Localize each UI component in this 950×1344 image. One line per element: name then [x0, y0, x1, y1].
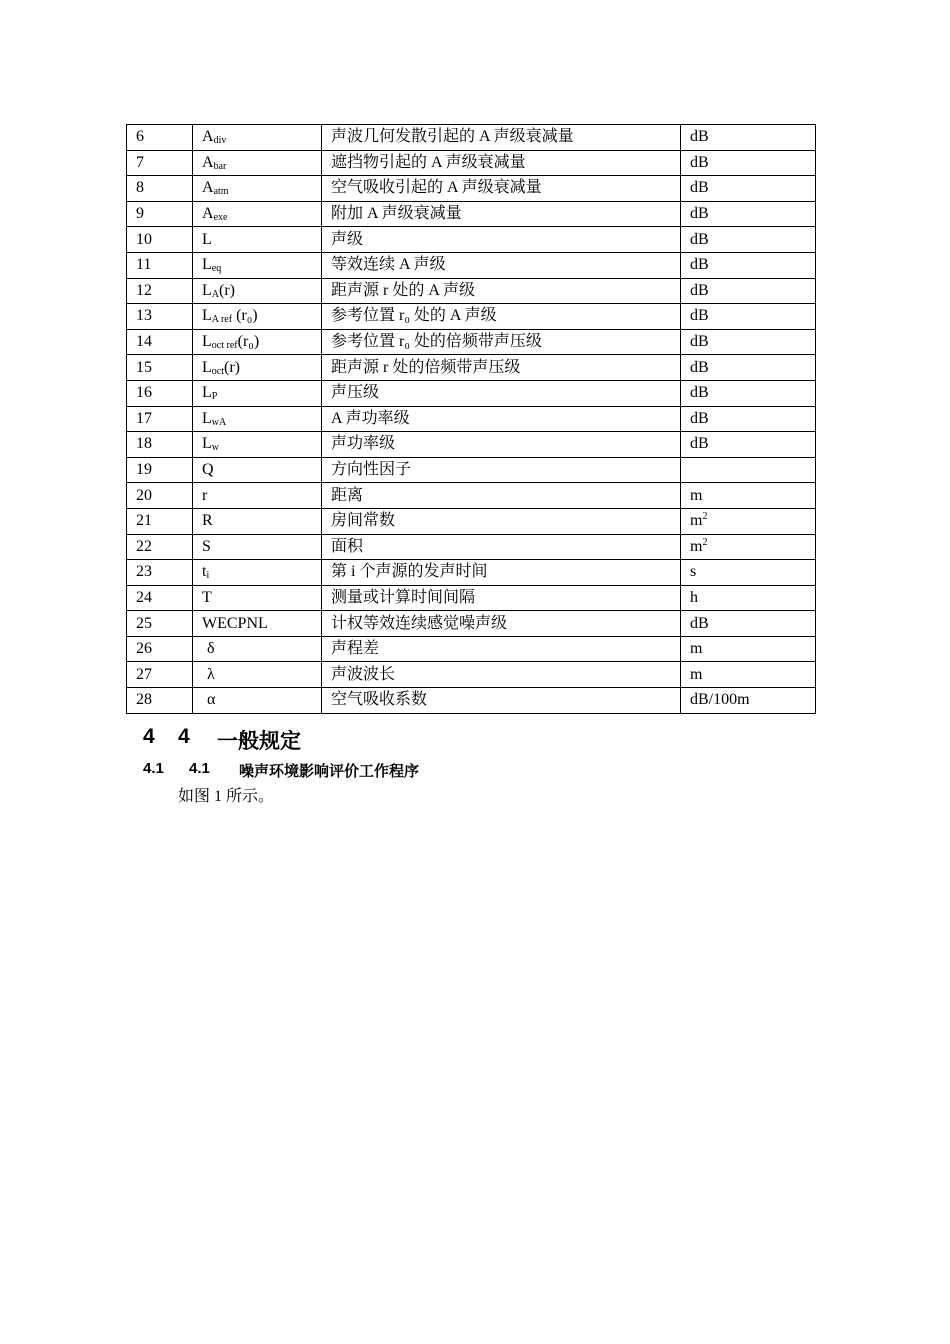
symbol	[202, 589, 212, 606]
symbol	[202, 333, 259, 350]
symbol	[202, 666, 215, 683]
symbol	[202, 538, 211, 555]
unit: s	[690, 563, 697, 581]
row-number-cell	[127, 125, 193, 151]
description-cell	[322, 227, 681, 253]
symbol-base: R	[202, 512, 213, 530]
unit: dB	[690, 307, 709, 325]
description-cell	[322, 636, 681, 662]
description-cell	[322, 688, 681, 714]
unit-cell	[681, 457, 816, 483]
symbol-base: L	[202, 384, 212, 402]
row-number: 28	[136, 691, 152, 709]
symbol-base: L	[202, 307, 212, 325]
description: 声功率级	[331, 435, 396, 453]
row-number-cell	[127, 560, 193, 586]
symbol	[202, 154, 226, 171]
row-number-cell	[127, 304, 193, 330]
symbol	[202, 410, 226, 427]
symbol-subscript: eq	[211, 263, 222, 275]
description: 声波波长	[331, 665, 396, 683]
unit: dB	[690, 614, 709, 632]
unit-cell	[681, 585, 816, 611]
unit: dB	[690, 153, 709, 171]
table-row	[127, 201, 816, 227]
description-cell	[322, 560, 681, 586]
symbol-cell	[193, 636, 322, 662]
symbol-cell	[193, 560, 322, 586]
description-cell	[322, 278, 681, 304]
row-number-cell	[127, 483, 193, 509]
unit-cell	[681, 560, 816, 586]
description: 等效连续 A 声级	[331, 256, 446, 274]
description: 遮挡物引起的 A 声级衰减量	[331, 153, 526, 171]
description: 计权等效连续感觉噪声级	[331, 614, 508, 632]
symbol	[202, 179, 229, 196]
symbol-cell	[193, 508, 322, 534]
symbol-base: L	[202, 409, 212, 427]
description: 房间常数	[331, 512, 396, 530]
unit: dB	[690, 384, 709, 402]
symbol-subscript: w	[211, 442, 220, 454]
section-4-heading	[143, 725, 301, 753]
unit-cell	[681, 483, 816, 509]
unit-cell	[681, 176, 816, 202]
symbol-cell	[193, 125, 322, 151]
section-4-title: 一般规定	[217, 730, 301, 753]
description-cell	[322, 508, 681, 534]
unit-cell	[681, 688, 816, 714]
description: 参考位置 r₀ 处的倍频带声压级	[331, 333, 542, 351]
body-paragraph: 如图 1 所示。	[178, 788, 275, 805]
symbol	[202, 435, 219, 452]
table-row	[127, 406, 816, 432]
row-number: 11	[136, 256, 152, 274]
symbol-cell	[193, 483, 322, 509]
table-row	[127, 150, 816, 176]
section-4-1-title: 噪声环境影响评价工作程序	[239, 763, 420, 780]
unit: dB	[690, 435, 709, 453]
row-number-cell	[127, 329, 193, 355]
table-row	[127, 304, 816, 330]
description-cell	[322, 585, 681, 611]
row-number: 20	[136, 486, 152, 504]
row-number: 8	[136, 179, 144, 197]
symbol-argument: (r₀)	[232, 307, 258, 325]
symbol-base: S	[202, 537, 211, 555]
symbol-base: A	[202, 179, 214, 197]
description-cell	[322, 329, 681, 355]
description-cell	[322, 380, 681, 406]
symbol-subscript: wA	[211, 416, 227, 428]
row-number-cell	[127, 636, 193, 662]
description: 声压级	[331, 384, 380, 402]
symbol	[202, 461, 214, 478]
symbol-base: λ	[207, 665, 215, 683]
row-number: 23	[136, 563, 152, 581]
table-row	[127, 278, 816, 304]
symbol-cell	[193, 201, 322, 227]
symbol	[202, 615, 268, 632]
symbol	[202, 640, 215, 657]
unit-superscript: 2	[702, 536, 708, 548]
symbol-base: t	[202, 563, 207, 581]
table-row	[127, 125, 816, 151]
row-number: 9	[136, 205, 144, 223]
unit: m	[690, 486, 703, 504]
row-number-cell	[127, 611, 193, 637]
symbol-base: L	[202, 256, 212, 274]
symbol-cell	[193, 432, 322, 458]
description-cell	[322, 457, 681, 483]
symbol-cell	[193, 252, 322, 278]
row-number: 6	[136, 128, 144, 146]
row-number-cell	[127, 176, 193, 202]
row-number-cell	[127, 355, 193, 381]
symbol	[202, 563, 209, 580]
symbol-base: Q	[202, 461, 214, 479]
symbol-argument: (r)	[219, 281, 235, 299]
unit: dB	[690, 128, 709, 146]
unit: dB	[690, 333, 709, 351]
symbol-base: WECPNL	[202, 614, 268, 632]
symbol	[202, 128, 226, 145]
table-row	[127, 176, 816, 202]
symbol-subscript: atm	[213, 186, 229, 198]
row-number-cell	[127, 252, 193, 278]
description-cell	[322, 176, 681, 202]
description: 附加 A 声级衰减量	[331, 205, 462, 223]
section-4-1-heading	[143, 760, 420, 780]
row-number: 26	[136, 640, 152, 658]
row-number: 16	[136, 384, 152, 402]
symbol-subscript: P	[211, 391, 218, 403]
row-number: 13	[136, 307, 152, 325]
symbol-base: A	[202, 205, 214, 223]
description: 参考位置 r₀ 处的 A 声级	[331, 307, 497, 325]
unit: dB	[690, 281, 709, 299]
description-cell	[322, 406, 681, 432]
symbol-cell	[193, 380, 322, 406]
unit-cell	[681, 611, 816, 637]
symbol-base: L	[202, 435, 212, 453]
row-number-cell	[127, 688, 193, 714]
symbol-cell	[193, 457, 322, 483]
row-number: 18	[136, 435, 152, 453]
unit-cell	[681, 355, 816, 381]
unit-cell	[681, 380, 816, 406]
symbol-cell	[193, 688, 322, 714]
symbol-cell	[193, 662, 322, 688]
symbol-base: L	[202, 230, 212, 248]
section-4-1-number: 4.1	[143, 760, 164, 777]
symbol-base: L	[202, 358, 212, 376]
row-number-cell	[127, 508, 193, 534]
symbol-base: A	[202, 153, 214, 171]
unit-cell	[681, 508, 816, 534]
unit: dB	[690, 358, 709, 376]
description: 面积	[331, 537, 364, 555]
description: 空气吸收引起的 A 声级衰减量	[331, 179, 542, 197]
symbol	[202, 359, 240, 376]
unit: m	[690, 665, 703, 683]
table-row	[127, 534, 816, 560]
description-cell	[322, 611, 681, 637]
symbol	[202, 231, 212, 248]
section-4-number-repeat: 4	[178, 725, 190, 748]
table-row	[127, 355, 816, 381]
description: 第 i 个声源的发声时间	[331, 563, 488, 581]
description-cell	[322, 483, 681, 509]
row-number: 27	[136, 665, 152, 683]
symbol-subscript: exe	[213, 212, 228, 224]
description-cell	[322, 534, 681, 560]
symbol-cell	[193, 176, 322, 202]
symbol-base: r	[202, 486, 208, 504]
symbol-table-body	[127, 125, 816, 714]
section-4-number: 4	[143, 725, 155, 748]
symbol-cell	[193, 355, 322, 381]
table-row	[127, 252, 816, 278]
symbol-cell	[193, 304, 322, 330]
symbol-subscript: A	[211, 288, 220, 300]
symbol-cell	[193, 611, 322, 637]
row-number-cell	[127, 457, 193, 483]
unit: h	[690, 588, 698, 606]
description: 距声源 r 处的 A 声级	[331, 281, 476, 299]
unit: dB	[690, 230, 709, 248]
symbol	[202, 384, 217, 401]
table-row	[127, 636, 816, 662]
table-row	[127, 585, 816, 611]
row-number-cell	[127, 150, 193, 176]
symbol-cell	[193, 227, 322, 253]
row-number-cell	[127, 585, 193, 611]
unit-cell	[681, 227, 816, 253]
row-number: 15	[136, 358, 152, 376]
symbol-subscript: A ref	[211, 314, 233, 326]
description-cell	[322, 304, 681, 330]
row-number: 19	[136, 461, 152, 479]
symbol-base: α	[207, 691, 216, 709]
unit: dB	[690, 179, 709, 197]
row-number-cell	[127, 278, 193, 304]
description: 空气吸收系数	[331, 691, 428, 709]
description-cell	[322, 355, 681, 381]
symbol-cell	[193, 406, 322, 432]
unit-cell	[681, 406, 816, 432]
symbol	[202, 512, 213, 529]
unit-cell	[681, 329, 816, 355]
row-number: 25	[136, 614, 152, 632]
row-number-cell	[127, 380, 193, 406]
unit-cell	[681, 534, 816, 560]
symbol	[202, 205, 227, 222]
description: 测量或计算时间间隔	[331, 588, 476, 606]
table-row	[127, 688, 816, 714]
row-number: 21	[136, 512, 152, 530]
unit: m	[690, 512, 703, 530]
symbol	[202, 282, 235, 299]
row-number: 10	[136, 230, 152, 248]
symbol-argument: (r)	[224, 358, 240, 376]
unit: dB	[690, 256, 709, 274]
description-cell	[322, 252, 681, 278]
unit: dB	[690, 205, 709, 223]
row-number-cell	[127, 534, 193, 560]
symbol	[202, 307, 258, 324]
symbol-base: δ	[207, 640, 215, 658]
description: 声级	[331, 230, 364, 248]
symbol-cell	[193, 585, 322, 611]
symbol-base: A	[202, 128, 214, 146]
row-number: 14	[136, 333, 152, 351]
unit-superscript: 2	[702, 511, 708, 523]
unit-cell	[681, 150, 816, 176]
row-number: 12	[136, 281, 152, 299]
unit: dB	[690, 409, 709, 427]
unit: m	[690, 537, 703, 555]
row-number: 7	[136, 153, 144, 171]
unit-cell	[681, 432, 816, 458]
symbol-subscript: div	[213, 135, 227, 147]
unit-cell	[681, 662, 816, 688]
symbol-base: T	[202, 588, 212, 606]
symbol-cell	[193, 150, 322, 176]
row-number-cell	[127, 201, 193, 227]
description-cell	[322, 432, 681, 458]
description: 声波几何发散引起的 A 声级衰减量	[331, 128, 574, 146]
table-row	[127, 508, 816, 534]
unit-cell	[681, 125, 816, 151]
symbol-cell	[193, 534, 322, 560]
description: 声程差	[331, 640, 380, 658]
unit: dB/100m	[690, 691, 750, 709]
row-number-cell	[127, 227, 193, 253]
table-row	[127, 662, 816, 688]
table-row	[127, 483, 816, 509]
description: 方向性因子	[331, 461, 412, 479]
symbol-base: L	[202, 333, 212, 351]
table-row	[127, 432, 816, 458]
unit-cell	[681, 201, 816, 227]
symbol-subscript: oct ref	[211, 340, 238, 352]
symbol-subscript: i	[206, 570, 210, 582]
table-row	[127, 560, 816, 586]
symbol	[202, 256, 221, 273]
row-number-cell	[127, 432, 193, 458]
symbol-subscript: oct	[211, 365, 224, 377]
row-number: 22	[136, 537, 152, 555]
symbol-subscript: bar	[213, 160, 227, 172]
description-cell	[322, 662, 681, 688]
unit: m	[690, 640, 703, 658]
symbol	[202, 691, 215, 708]
table-row	[127, 380, 816, 406]
unit-cell	[681, 636, 816, 662]
unit-cell	[681, 278, 816, 304]
description-cell	[322, 125, 681, 151]
row-number: 24	[136, 588, 152, 606]
table-row	[127, 329, 816, 355]
symbol-cell	[193, 329, 322, 355]
row-number-cell	[127, 662, 193, 688]
table-row	[127, 227, 816, 253]
section-4-1-number-repeat: 4.1	[189, 760, 210, 777]
unit-cell	[681, 304, 816, 330]
description-cell	[322, 150, 681, 176]
table-row	[127, 611, 816, 637]
symbol-cell	[193, 278, 322, 304]
symbol-table	[126, 124, 816, 714]
description-cell	[322, 201, 681, 227]
row-number-cell	[127, 406, 193, 432]
row-number: 17	[136, 409, 152, 427]
unit-cell	[681, 252, 816, 278]
symbol-base: L	[202, 281, 212, 299]
description: 距声源 r 处的倍频带声压级	[331, 358, 521, 376]
symbol-argument: (r₀)	[237, 333, 260, 351]
description: 距离	[331, 486, 364, 504]
description: A 声功率级	[331, 409, 410, 427]
symbol	[202, 487, 207, 504]
table-row	[127, 457, 816, 483]
